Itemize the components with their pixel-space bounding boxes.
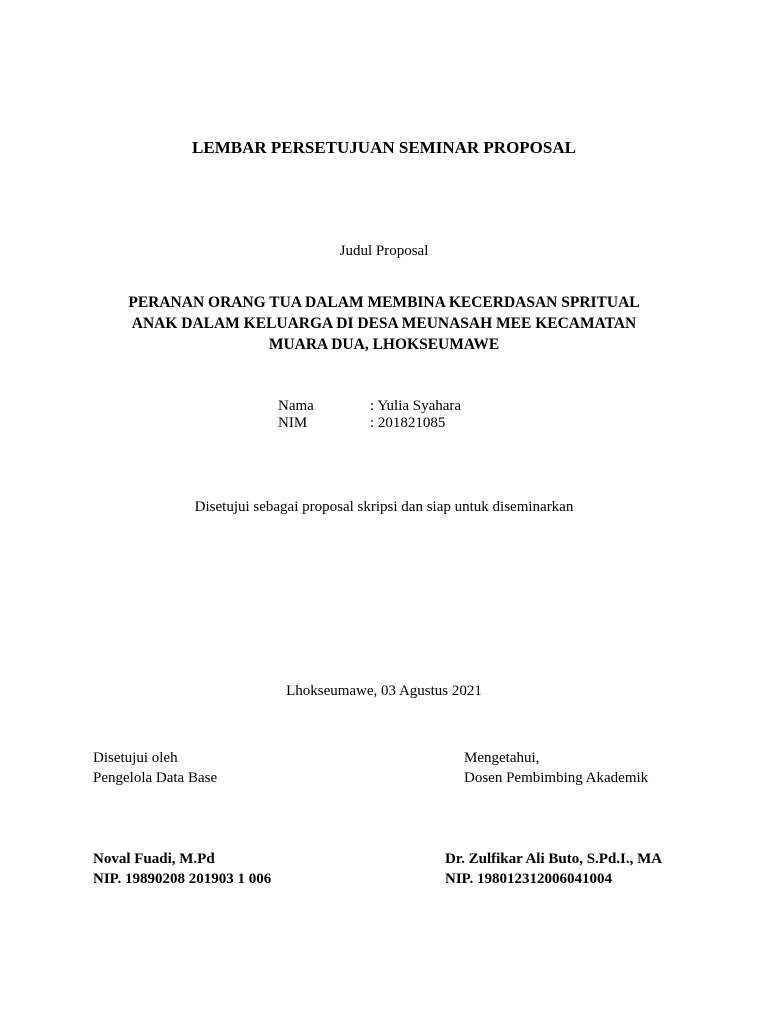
proposal-title-line: ANAK DALAM KELUARGA DI DESA MEUNASAH MEE KECAMATAN — [131, 315, 637, 332]
approval-statement: Disetujui sebagai proposal skripsi dan siap untuk diseminarkan — [194, 499, 574, 515]
student-nim-value: : 201821085 — [370, 415, 446, 431]
right-signatory-line1: Mengetahui, — [464, 750, 540, 766]
right-signatory-role — [464, 748, 648, 788]
student-nim-label: NIM — [278, 415, 308, 431]
left-signatory — [93, 849, 271, 889]
proposal-title — [84, 292, 684, 355]
left-signatory-nip: NIP. 19890208 201903 1 006 — [93, 871, 272, 887]
left-signatory-line2: Pengelola Data Base — [93, 770, 218, 786]
proposal-title-line: PERANAN ORANG TUA DALAM MEMBINA KECERDASAN SPRITUAL — [128, 294, 640, 311]
student-name-row — [278, 398, 461, 415]
place-date: Lhokseumawe, 03 Agustus 2021 — [286, 683, 482, 699]
student-nim-row — [278, 415, 445, 432]
left-signatory-role — [93, 748, 217, 788]
right-signatory-nip: NIP. 198012312006041004 — [445, 871, 612, 887]
student-name-label: Nama — [278, 398, 314, 414]
proposal-title-line: MUARA DUA, LHOKSEUMAWE — [268, 336, 500, 353]
right-signatory-line2: Dosen Pembimbing Akademik — [464, 770, 649, 786]
right-signatory-name: Dr. Zulfikar Ali Buto, S.Pd.I., MA — [445, 851, 663, 867]
proposal-title-label: Judul Proposal — [339, 243, 429, 259]
left-signatory-line1: Disetujui oleh — [93, 750, 178, 766]
left-signatory-name: Noval Fuadi, M.Pd — [93, 851, 215, 867]
student-name-value: : Yulia Syahara — [370, 398, 462, 414]
page-title: LEMBAR PERSETUJUAN SEMINAR PROPOSAL — [192, 138, 576, 157]
right-signatory — [445, 849, 662, 889]
